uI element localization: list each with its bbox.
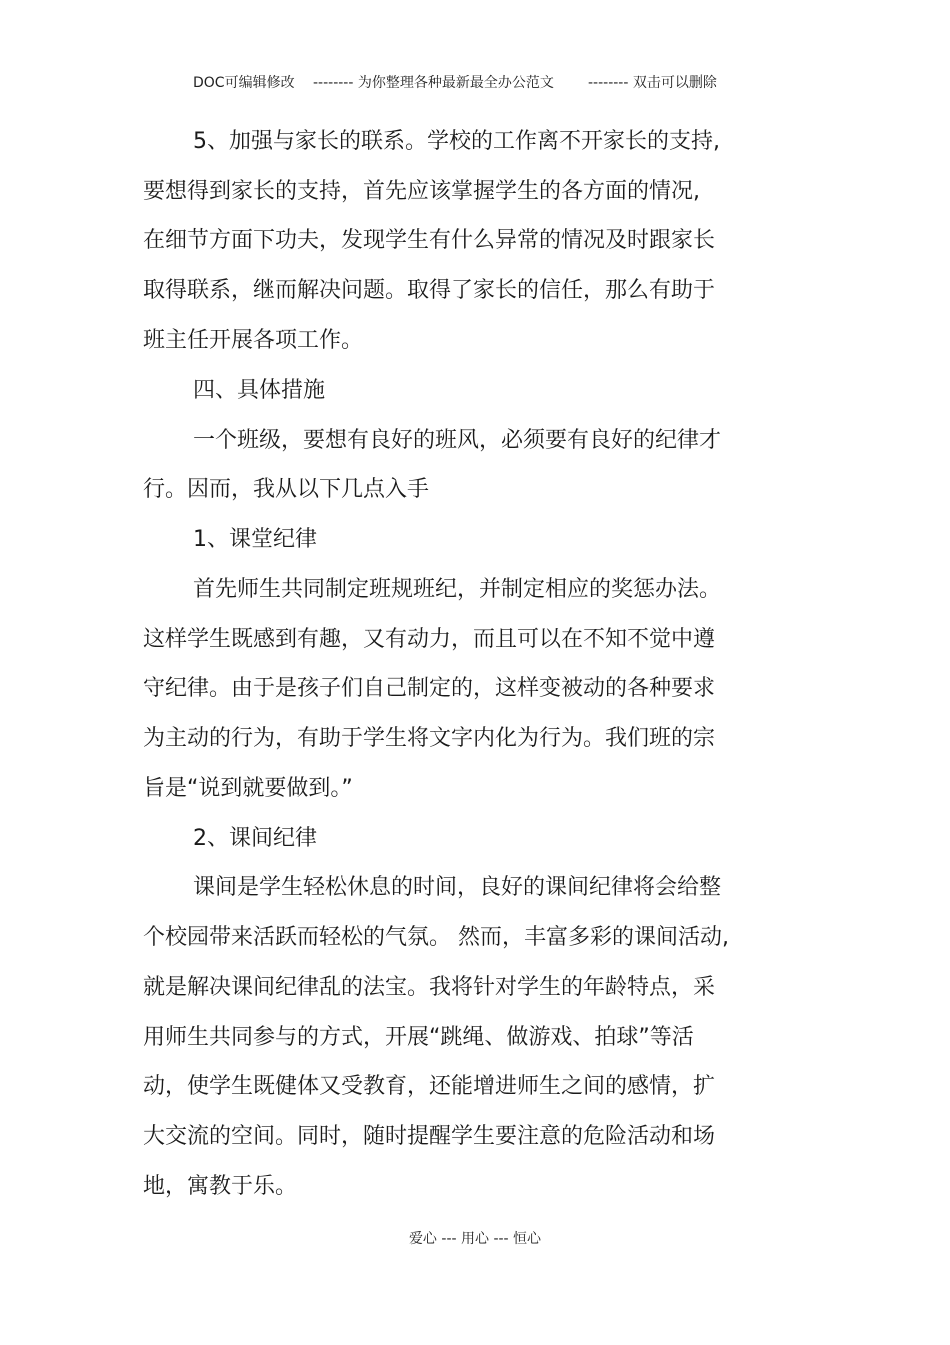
paragraph-line: 一个班级，要想有良好的班风，必须要有良好的纪律才 <box>193 428 722 453</box>
paragraph-line: 旨是“说到就要做到。” <box>143 776 353 801</box>
page-footer: 爱心 --- 用心 --- 恒心 <box>408 1231 542 1247</box>
paragraph-line: 就是解决课间纪律乱的法宝。我将针对学生的年龄特点，采 <box>143 975 716 1000</box>
paragraph-line: 在细节方面下功夫，发现学生有什么异常的情况及时跟家长 <box>143 228 716 253</box>
section-heading: 四、具体措施 <box>193 378 326 403</box>
paragraph-line: 用师生共同参与的方式，开展“跳绳、做游戏、拍球”等活 <box>143 1025 694 1050</box>
subsection-heading: 2、课间纪律 <box>193 826 317 851</box>
paragraph-line: 为主动的行为，有助于学生将文字内化为行为。我们班的宗 <box>143 726 716 751</box>
subsection-heading: 1、课堂纪律 <box>193 527 317 552</box>
header-right-text: -------- 双击可以删除 <box>588 75 717 91</box>
paragraph-line: 这样学生既感到有趣，又有动力，而且可以在不知不觉中遵 <box>143 627 716 652</box>
paragraph-line: 行。因而，我从以下几点入手 <box>143 477 430 502</box>
paragraph-line: 课间是学生轻松休息的时间，良好的课间纪律将会给整 <box>193 875 722 900</box>
paragraph-line: 守纪律。由于是孩子们自己制定的，这样变被动的各种要求 <box>143 676 716 701</box>
header-middle-text: -------- 为你整理各种最新最全办公范文 <box>313 75 554 91</box>
paragraph-line: 要想得到家长的支持，首先应该掌握学生的各方面的情况, <box>143 179 700 204</box>
paragraph-line: 地，寓教于乐。 <box>143 1174 298 1199</box>
paragraph-line: 取得联系，继而解决问题。取得了家长的信任，那么有助于 <box>143 278 716 303</box>
paragraph-line: 班主任开展各项工作。 <box>143 328 364 353</box>
header-doc-label: DOC可编辑修改 <box>193 75 295 91</box>
paragraph-line: 个校园带来活跃而轻松的气氛。 然而，丰富多彩的课间活动, <box>143 925 729 950</box>
paragraph-line: 5、加强与家长的联系。学校的工作离不开家长的支持, <box>193 129 720 154</box>
page-header <box>0 72 950 94</box>
paragraph-line: 首先师生共同制定班规班纪，并制定相应的奖惩办法。 <box>193 577 722 602</box>
paragraph-line: 大交流的空间。同时，随时提醒学生要注意的危险活动和场 <box>143 1124 716 1149</box>
paragraph-line: 动，使学生既健体又受教育，还能增进师生之间的感情，扩 <box>143 1074 716 1099</box>
